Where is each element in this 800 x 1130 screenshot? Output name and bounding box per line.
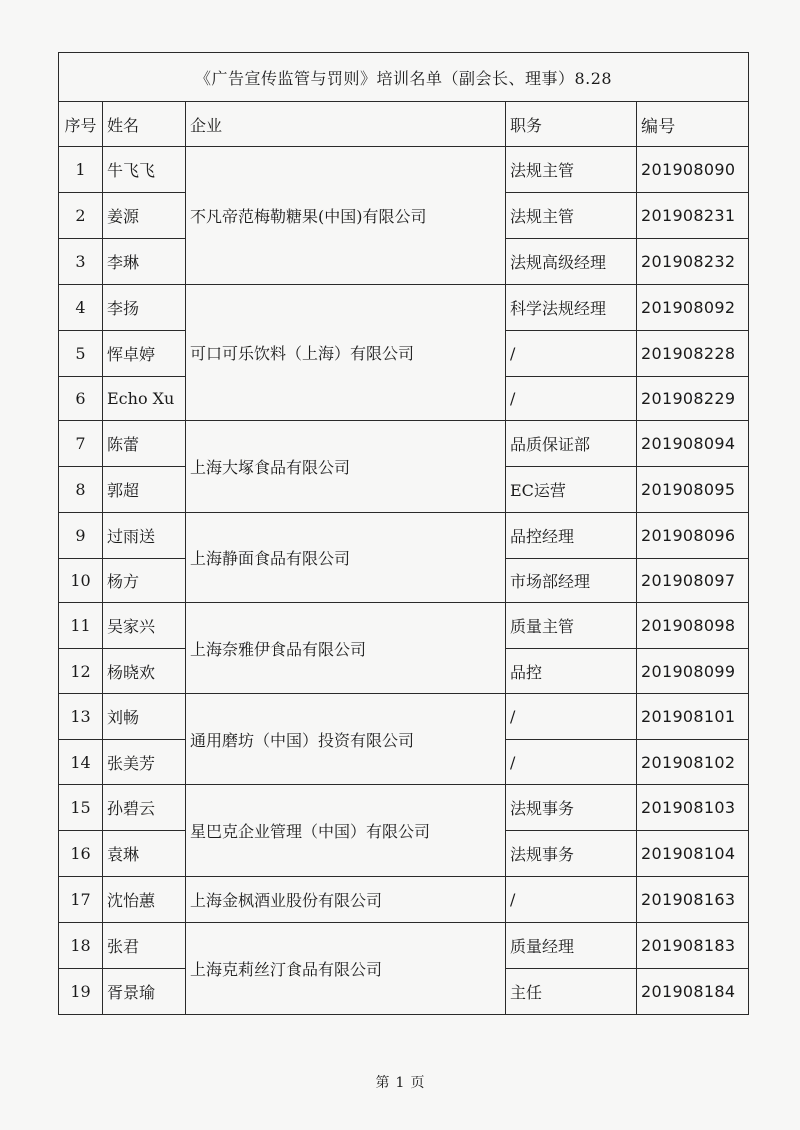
row-name: 刘畅: [103, 694, 186, 740]
row-code: 201908183: [637, 923, 749, 969]
row-position: 市场部经理: [506, 559, 637, 603]
row-code: 201908096: [637, 513, 749, 559]
page-number: 1: [395, 1075, 405, 1091]
row-seq: 16: [59, 831, 103, 877]
table-row: [59, 285, 749, 331]
row-position: 品控: [506, 649, 637, 694]
row-code: 201908101: [637, 694, 749, 740]
row-code: 201908090: [637, 147, 749, 193]
row-name: 吴家兴: [103, 603, 186, 649]
header-position: 职务: [506, 102, 637, 147]
row-company: 可口可乐饮料（上海）有限公司: [186, 285, 506, 421]
row-code: 201908104: [637, 831, 749, 877]
row-name: 李扬: [103, 285, 186, 331]
row-code: 201908095: [637, 467, 749, 513]
row-company: 上海静面食品有限公司: [186, 513, 506, 603]
row-position: 法规主管: [506, 147, 637, 193]
row-seq: 15: [59, 785, 103, 831]
row-seq: 5: [59, 331, 103, 377]
table-row: [59, 923, 749, 969]
row-name: 过雨送: [103, 513, 186, 559]
row-code: 201908231: [637, 193, 749, 239]
table-row: [59, 603, 749, 649]
row-seq: 13: [59, 694, 103, 740]
row-code: 201908094: [637, 421, 749, 467]
training-roster-table: [58, 52, 749, 1015]
row-name: 胥景瑜: [103, 969, 186, 1015]
row-position: /: [506, 331, 637, 377]
row-position: 质量主管: [506, 603, 637, 649]
row-code: 201908103: [637, 785, 749, 831]
row-code: 201908098: [637, 603, 749, 649]
row-position: 品控经理: [506, 513, 637, 559]
footer-prefix: 第: [375, 1075, 390, 1091]
row-seq: 6: [59, 377, 103, 421]
row-name: 牛飞飞: [103, 147, 186, 193]
row-name: 杨方: [103, 559, 186, 603]
row-code: 201908228: [637, 331, 749, 377]
header-company: 企业: [186, 102, 506, 147]
row-seq: 12: [59, 649, 103, 694]
row-position: /: [506, 377, 637, 421]
row-code: 201908163: [637, 877, 749, 923]
row-company: 通用磨坊（中国）投资有限公司: [186, 694, 506, 785]
row-seq: 10: [59, 559, 103, 603]
row-seq: 17: [59, 877, 103, 923]
row-code: 201908099: [637, 649, 749, 694]
row-position: /: [506, 877, 637, 923]
row-name: 张美芳: [103, 740, 186, 785]
table-row: [59, 421, 749, 467]
footer-suffix: 页: [410, 1075, 425, 1091]
row-name: 袁琳: [103, 831, 186, 877]
row-seq: 18: [59, 923, 103, 969]
row-company: 上海金枫酒业股份有限公司: [186, 877, 506, 923]
table-row: [59, 694, 749, 740]
row-seq: 1: [59, 147, 103, 193]
row-seq: 9: [59, 513, 103, 559]
row-seq: 4: [59, 285, 103, 331]
row-position: 法规事务: [506, 785, 637, 831]
table-row: [59, 877, 749, 923]
row-position: EC运营: [506, 467, 637, 513]
row-position: 主任: [506, 969, 637, 1015]
row-name: 李琳: [103, 239, 186, 285]
row-company: 星巴克企业管理（中国）有限公司: [186, 785, 506, 877]
row-position: 质量经理: [506, 923, 637, 969]
table-row: [59, 513, 749, 559]
table-row: [59, 785, 749, 831]
row-seq: 19: [59, 969, 103, 1015]
header-code: 编号: [637, 102, 749, 147]
row-name: 张君: [103, 923, 186, 969]
row-company: 上海大塚食品有限公司: [186, 421, 506, 513]
row-position: 法规主管: [506, 193, 637, 239]
row-code: 201908184: [637, 969, 749, 1015]
page-footer: [0, 1072, 800, 1092]
row-position: /: [506, 740, 637, 785]
row-position: 科学法规经理: [506, 285, 637, 331]
row-position: /: [506, 694, 637, 740]
row-name: 姜源: [103, 193, 186, 239]
row-company: 不凡帝范梅勒糖果(中国)有限公司: [186, 147, 506, 285]
row-position: 品质保证部: [506, 421, 637, 467]
row-company: 上海克莉丝汀食品有限公司: [186, 923, 506, 1015]
row-code: 201908232: [637, 239, 749, 285]
header-name: 姓名: [103, 102, 186, 147]
row-seq: 8: [59, 467, 103, 513]
row-name: 陈蕾: [103, 421, 186, 467]
document-title: 《广告宣传监管与罚则》培训名单（副会长、理事）8.28: [59, 53, 749, 102]
row-name: 恽卓婷: [103, 331, 186, 377]
row-seq: 3: [59, 239, 103, 285]
row-code: 201908097: [637, 559, 749, 603]
row-code: 201908229: [637, 377, 749, 421]
row-code: 201908102: [637, 740, 749, 785]
row-name: 杨晓欢: [103, 649, 186, 694]
row-position: 法规高级经理: [506, 239, 637, 285]
table-header-row: [59, 102, 749, 147]
row-seq: 11: [59, 603, 103, 649]
row-seq: 7: [59, 421, 103, 467]
row-name: Echo Xu: [103, 377, 186, 421]
row-seq: 2: [59, 193, 103, 239]
row-position: 法规事务: [506, 831, 637, 877]
row-name: 沈怡蕙: [103, 877, 186, 923]
row-name: 孙碧云: [103, 785, 186, 831]
table-row: [59, 147, 749, 193]
header-seq: 序号: [59, 102, 103, 147]
row-code: 201908092: [637, 285, 749, 331]
row-name: 郭超: [103, 467, 186, 513]
row-seq: 14: [59, 740, 103, 785]
row-company: 上海奈雅伊食品有限公司: [186, 603, 506, 694]
